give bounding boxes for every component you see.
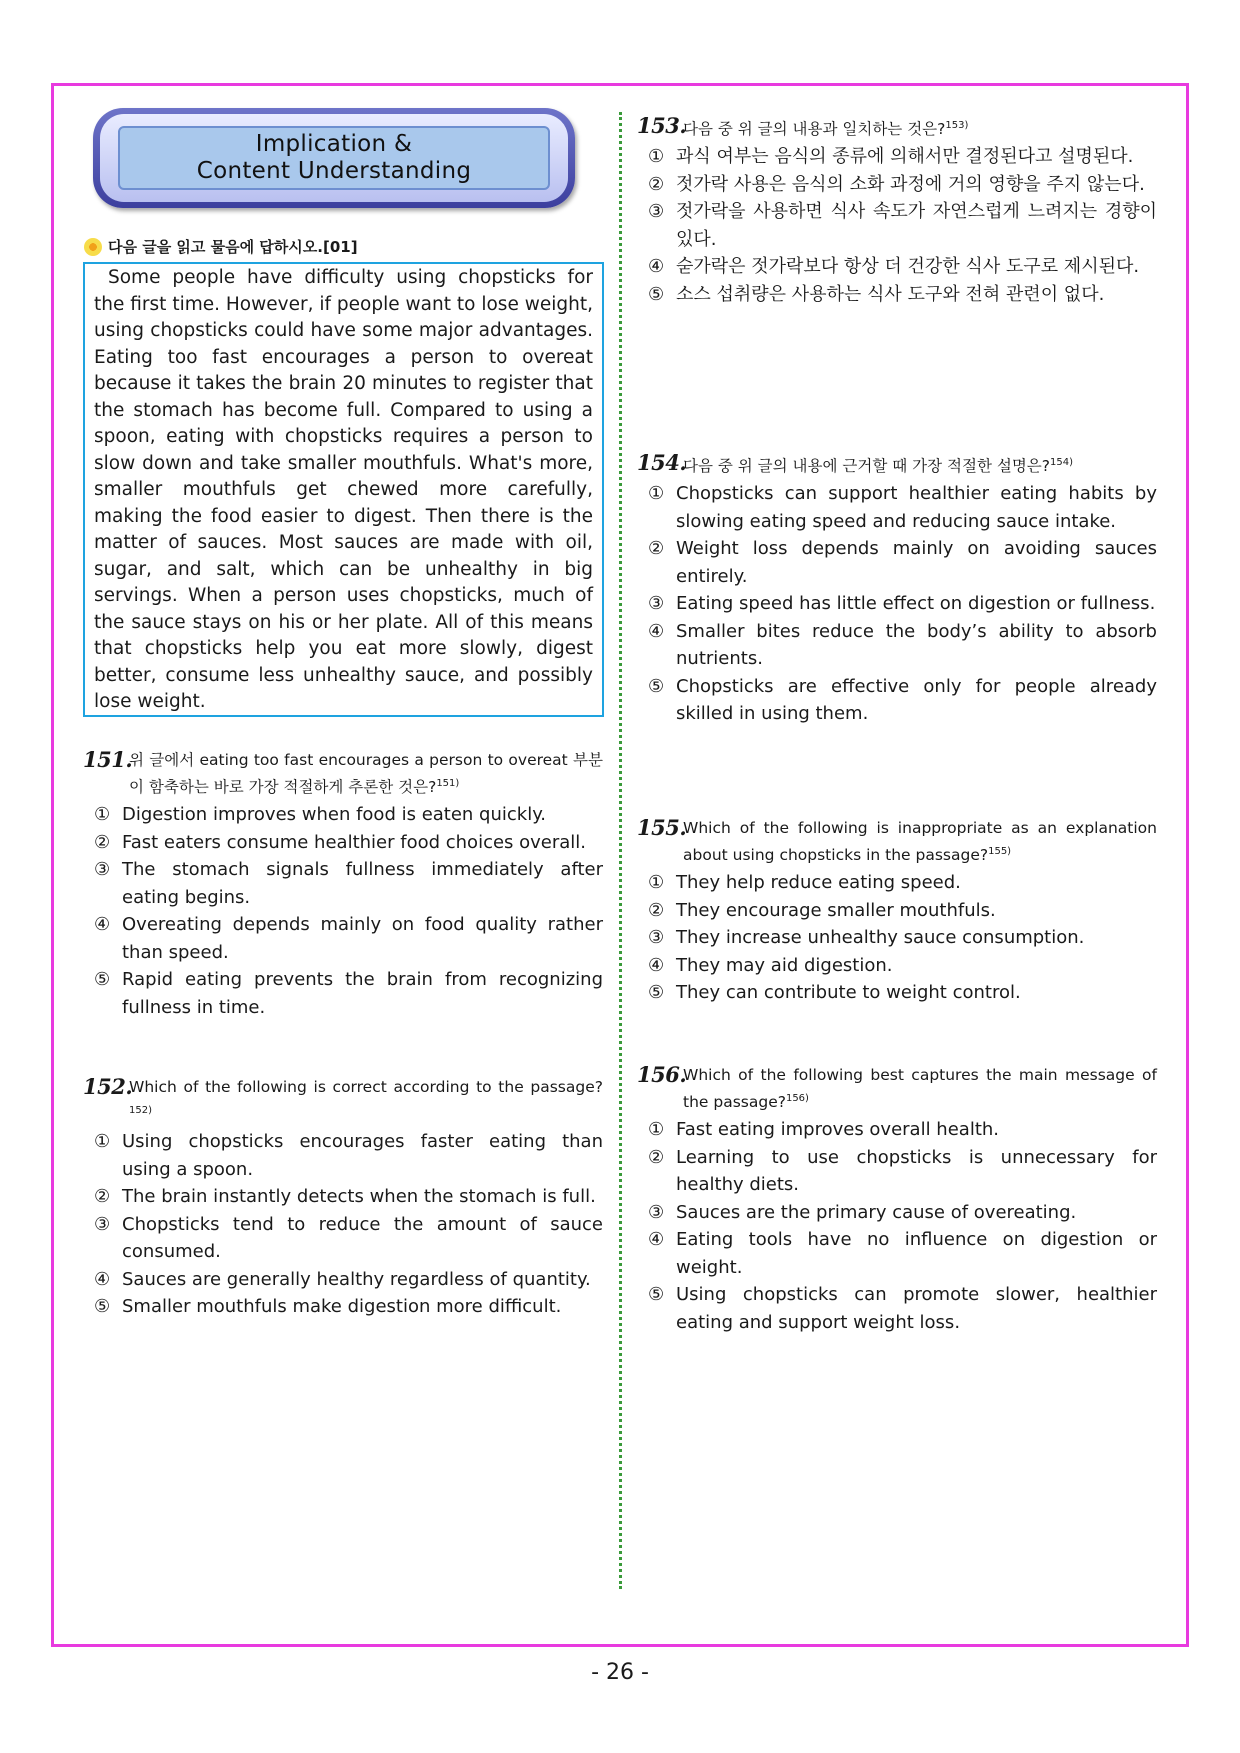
question-stem — [683, 1063, 1157, 1114]
option-text: Using chopsticks can promote slower, healthier eating and support weight loss. — [676, 1284, 1157, 1333]
question-stem-text: Which of the following best captures the main message of the passage? — [683, 1066, 1157, 1112]
answer-option[interactable] — [637, 281, 1157, 309]
question-153 — [637, 114, 1157, 308]
option-marker: ④ — [648, 1229, 665, 1251]
option-text: Digestion improves when food is eaten quickly. — [122, 804, 547, 826]
option-text: Fast eaters consume healthier food choices overall. — [122, 831, 587, 853]
answer-option[interactable] — [83, 966, 603, 1021]
option-marker: ② — [648, 173, 665, 195]
question-156 — [637, 1063, 1157, 1336]
passage-text: Some people have difficulty using chopsticks for the first time. However, if people want to lose weight, using chopsticks could have some major advantages. Eating too fast encourages a person to overeat because it takes the brain 20 minutes to register that the stomach has become full. Compared to using a spoon, eating with chopsticks requires a person to slow down and take smaller mouthfuls. What's more, smaller mouthfuls get chewed more carefully, making the food easier to digest. Then there is the matter of sauces. Most sauces are made with oil, sugar, and salt, which can be unhealthy in big servings. When a person uses chopsticks, much of the sauce stays on his or her plate. All of this means that chopsticks help you eat more slowly, digest better, consume less unhealthy sauce, and possibly lose weight. — [94, 267, 593, 712]
answer-option[interactable] — [637, 1281, 1157, 1336]
option-marker: ③ — [648, 1201, 665, 1223]
option-text: Rapid eating prevents the brain from recognizing fullness in time. — [122, 969, 603, 1018]
footnote-ref: 155) — [988, 846, 1012, 857]
option-marker: ② — [94, 1186, 111, 1208]
option-text: They encourage smaller mouthfuls. — [676, 899, 996, 921]
question-stem-text: Which of the following is inappropriate as an explanation about using chopsticks in the passage? — [683, 819, 1157, 865]
option-marker: ③ — [94, 859, 111, 881]
answer-option[interactable] — [83, 829, 603, 857]
option-marker: ④ — [648, 620, 665, 642]
answer-options — [83, 1128, 603, 1321]
answer-option[interactable] — [637, 952, 1157, 980]
answer-option[interactable] — [637, 1116, 1157, 1144]
answer-options — [83, 801, 603, 1021]
option-text: Chopsticks are effective only for people already skilled in using them. — [676, 675, 1157, 725]
answer-option[interactable] — [637, 198, 1157, 253]
option-text: Using chopsticks encourages faster eating than using a spoon. — [122, 1131, 603, 1180]
option-marker: ② — [648, 538, 665, 560]
option-text: They may aid digestion. — [676, 954, 893, 976]
option-marker: ⑤ — [648, 982, 665, 1004]
option-text: Weight loss depends mainly on avoiding sauces entirely. — [676, 538, 1157, 587]
answer-option[interactable] — [637, 143, 1157, 171]
question-header — [83, 1075, 603, 1126]
answer-option[interactable] — [83, 1293, 603, 1321]
answer-option[interactable] — [637, 171, 1157, 199]
question-header — [637, 1063, 1157, 1114]
footnote-ref: 151) — [436, 778, 460, 789]
question-number: 152. — [83, 1074, 133, 1099]
option-marker: ⑤ — [648, 283, 665, 305]
plaque-frame — [100, 114, 568, 202]
option-marker: ② — [648, 1146, 665, 1168]
answer-option[interactable] — [637, 869, 1157, 897]
section-title-line1: Implication & — [255, 131, 413, 157]
answer-option[interactable] — [637, 924, 1157, 952]
option-text: Overeating depends mainly on food quality rather than speed. — [122, 914, 603, 963]
answer-option[interactable] — [637, 897, 1157, 925]
question-header — [83, 748, 603, 799]
page-number: - 26 - — [591, 1660, 649, 1685]
question-stem — [683, 114, 1157, 141]
option-text: 소스 섭취량은 사용하는 식사 도구와 전혀 관련이 없다. — [676, 283, 1105, 305]
flower-icon — [84, 238, 102, 256]
option-marker: ⑤ — [648, 675, 665, 697]
option-marker: ⑤ — [648, 1284, 665, 1306]
answer-options — [637, 143, 1157, 308]
option-marker: ② — [94, 831, 111, 853]
answer-option[interactable] — [83, 1128, 603, 1183]
option-text: Fast eating improves overall health. — [676, 1119, 1000, 1141]
option-marker: ③ — [648, 927, 665, 949]
option-marker: ④ — [648, 256, 665, 278]
option-marker: ④ — [94, 914, 111, 936]
option-marker: ④ — [94, 1268, 111, 1290]
option-marker: ④ — [648, 954, 665, 976]
option-text: The brain instantly detects when the stomach is full. — [122, 1186, 596, 1208]
answer-option[interactable] — [637, 979, 1157, 1007]
question-152 — [83, 1075, 603, 1321]
answer-options — [637, 869, 1157, 1007]
option-marker: ① — [648, 872, 665, 894]
answer-option[interactable] — [83, 911, 603, 966]
answer-option[interactable] — [637, 480, 1157, 535]
option-marker: ③ — [648, 201, 665, 223]
footnote-ref: 153) — [945, 120, 969, 131]
option-marker: ③ — [648, 593, 665, 615]
option-marker: ⑤ — [94, 969, 111, 991]
question-stem-text: 다음 중 위 글의 내용과 일치하는 것은? — [683, 120, 946, 139]
section-title-plaque — [93, 108, 575, 208]
question-stem-text: Which of the following is correct according to the passage? — [129, 1078, 603, 1096]
question-151 — [83, 748, 603, 1021]
footnote-ref: 152) — [129, 1105, 152, 1116]
question-number: 154. — [637, 450, 687, 475]
answer-option[interactable] — [637, 618, 1157, 673]
option-text: Chopsticks tend to reduce the amount of sauce consumed. — [122, 1213, 603, 1263]
answer-options — [637, 480, 1157, 728]
column-divider — [619, 112, 622, 1589]
reading-passage — [83, 262, 604, 717]
option-text: They help reduce eating speed. — [676, 872, 961, 894]
question-header — [637, 451, 1157, 478]
option-text: The stomach signals fullness immediately after eating begins. — [122, 859, 603, 908]
question-number: 155. — [637, 815, 687, 840]
question-number: 153. — [637, 113, 687, 138]
question-number: 151. — [83, 747, 133, 772]
option-text: Smaller mouthfuls make digestion more difficult. — [122, 1296, 562, 1318]
answer-option[interactable] — [637, 590, 1157, 618]
answer-option[interactable] — [83, 1183, 603, 1211]
option-marker: ① — [648, 1119, 665, 1141]
answer-option[interactable] — [83, 1211, 603, 1266]
option-text: Eating speed has little effect on digestion or fullness. — [676, 593, 1156, 615]
option-marker: ① — [94, 1131, 111, 1153]
question-stem — [683, 451, 1157, 478]
question-stem-text: 위 글에서 eating too fast encourages a person to overeat 부분이 함축하는 바로 가장 적절하게 추론한 것은? — [129, 751, 603, 797]
question-number: 156. — [637, 1062, 687, 1087]
option-marker: ① — [648, 146, 665, 168]
option-marker: ③ — [94, 1213, 111, 1235]
question-stem-text: 다음 중 위 글의 내용에 근거할 때 가장 적절한 설명은? — [683, 457, 1051, 476]
option-marker: ② — [648, 899, 665, 921]
instruction — [84, 236, 358, 257]
option-text: 숟가락은 젓가락보다 항상 더 건강한 식사 도구로 제시된다. — [676, 256, 1140, 278]
option-text: Chopsticks can support healthier eating habits by slowing eating speed and reducing sauce intake. — [676, 483, 1157, 532]
option-text: 과식 여부는 음식의 종류에 의해서만 결정된다고 설명된다. — [676, 146, 1134, 168]
instruction-text: 다음 글을 읽고 물음에 답하시오.[01] — [108, 238, 358, 256]
answer-option[interactable] — [637, 1144, 1157, 1199]
answer-option[interactable] — [83, 856, 603, 911]
option-marker: ① — [94, 804, 111, 826]
answer-option[interactable] — [637, 673, 1157, 728]
option-text: Sauces are the primary cause of overeating. — [676, 1201, 1077, 1223]
question-stem — [683, 816, 1157, 867]
footnote-ref: 156) — [785, 1093, 809, 1104]
option-text: Smaller bites reduce the body’s ability to absorb nutrients. — [676, 620, 1157, 670]
answer-option[interactable] — [83, 1266, 603, 1294]
footnote-ref: 154) — [1050, 457, 1074, 468]
answer-option[interactable] — [83, 801, 603, 829]
plaque-label — [118, 126, 550, 190]
section-title-line2: Content Understanding — [196, 158, 472, 184]
option-marker: ⑤ — [94, 1296, 111, 1318]
answer-option[interactable] — [637, 253, 1157, 281]
option-text: Eating tools have no influence on digestion or weight. — [676, 1229, 1157, 1278]
question-header — [637, 114, 1157, 141]
option-text: They can contribute to weight control. — [676, 982, 1021, 1004]
question-header — [637, 816, 1157, 867]
question-stem — [129, 1075, 603, 1126]
question-155 — [637, 816, 1157, 1007]
question-154 — [637, 451, 1157, 728]
option-marker: ① — [648, 483, 665, 505]
option-text: 젓가락 사용은 음식의 소화 과정에 거의 영향을 주지 않는다. — [676, 173, 1145, 195]
answer-option[interactable] — [637, 535, 1157, 590]
option-text: Learning to use chopsticks is unnecessary for healthy diets. — [676, 1146, 1157, 1196]
option-text: They increase unhealthy sauce consumption. — [676, 927, 1085, 949]
option-text: Sauces are generally healthy regardless of quantity. — [122, 1268, 591, 1290]
question-stem — [129, 748, 603, 799]
answer-option[interactable] — [637, 1199, 1157, 1227]
answer-options — [637, 1116, 1157, 1336]
answer-option[interactable] — [637, 1226, 1157, 1281]
option-text: 젓가락을 사용하면 식사 속도가 자연스럽게 느려지는 경향이 있다. — [676, 201, 1157, 250]
